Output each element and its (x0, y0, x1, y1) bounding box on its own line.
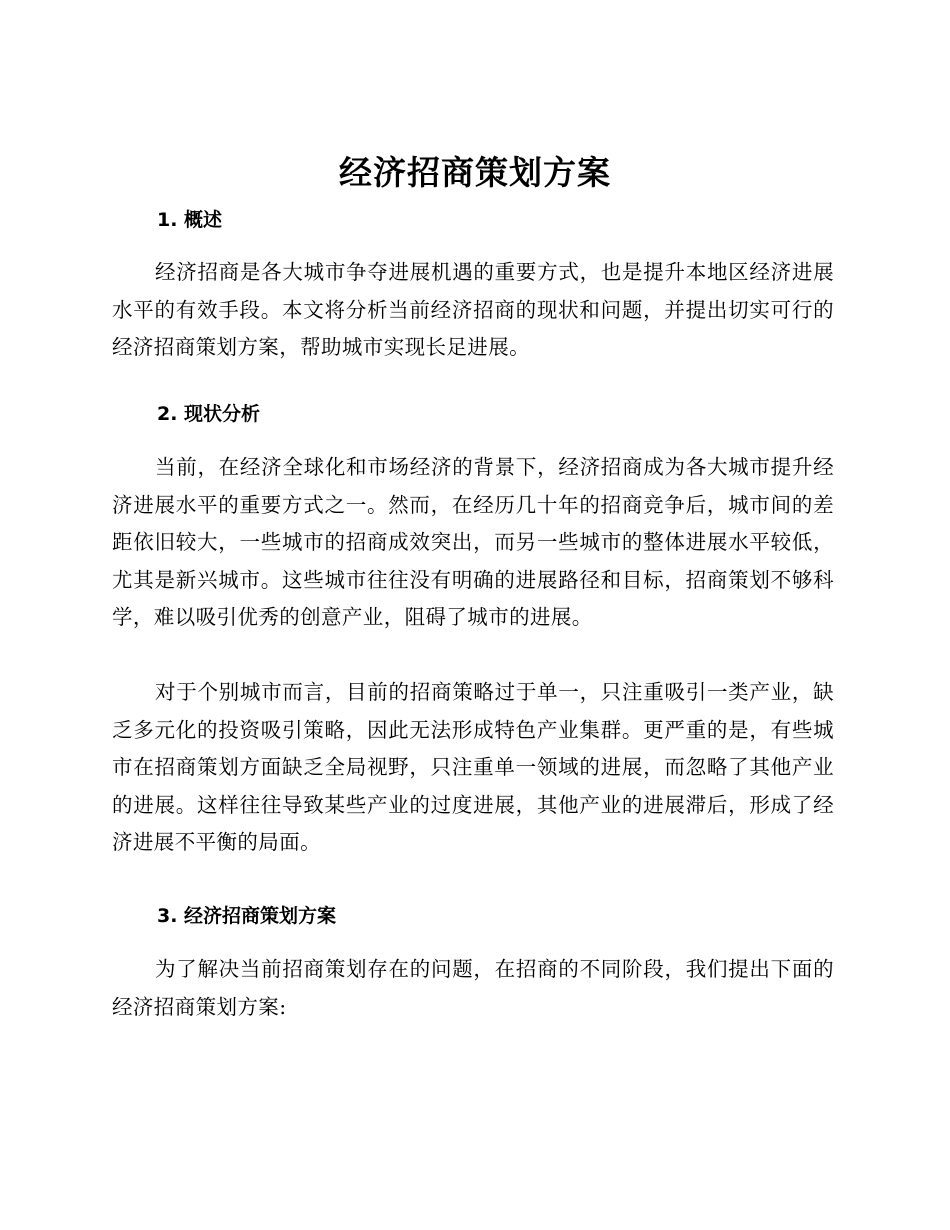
section-heading-overview: 1. 概述 (157, 209, 223, 231)
status-analysis-paragraph-1: 当前，在经济全球化和市场经济的背景下，经济招商成为各大城市提升经济进展水平的重要方式之一。然而，在经历几十年的招商竞争后，城市间的差距依旧较大，一些城市的招商成效突出，而另一些城市的整体进展水平较低，尤其是新兴城市。这些城市往往没有明确的进展路径和目标，招商策划不够科学，难以吸引优秀的创意产业，阻碍了城市的进展。 (112, 455, 834, 630)
document-title: 经济招商策划方案 (339, 153, 611, 192)
section-heading-status-analysis: 2. 现状分析 (157, 403, 261, 425)
overview-paragraph: 经济招商是各大城市争夺进展机遇的重要方式，也是提升本地区经济进展水平的有效手段。本文将分析当前经济招商的现状和问题，并提出切实可行的经济招商策划方案，帮助城市实现长足进展。 (112, 260, 834, 360)
section-heading-plan: 3. 经济招商策划方案 (157, 905, 337, 927)
plan-paragraph: 为了解决当前招商策划存在的问题，在招商的不同阶段，我们提出下面的经济招商策划方案: (112, 957, 834, 1019)
status-analysis-paragraph-2: 对于个别城市而言，目前的招商策略过于单一，只注重吸引一类产业，缺乏多元化的投资吸引策略，因此无法形成特色产业集群。更严重的是，有些城市在招商策划方面缺乏全局视野，只注重单一领域的进展，而忽略了其他产业的进展。这样往往导致某些产业的过度进展，其他产业的进展滞后，形成了经济进展不平衡的局面。 (112, 680, 834, 855)
